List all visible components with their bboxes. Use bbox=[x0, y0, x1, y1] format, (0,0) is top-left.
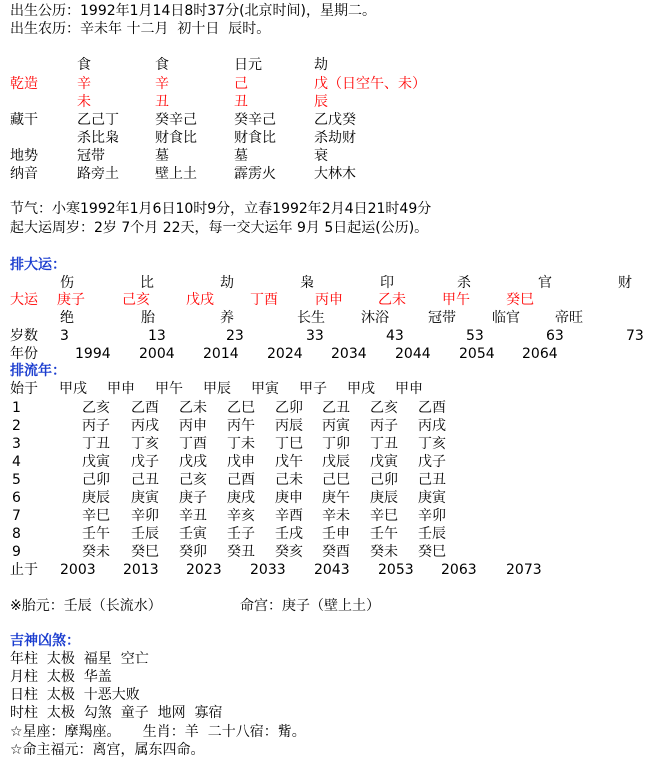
shensha-line: 日柱 太极 十恶大败 bbox=[10, 687, 140, 703]
liunian-cell: 癸未 bbox=[82, 544, 110, 560]
bazi-dishi: 冠带 bbox=[77, 148, 105, 164]
liunian-cell: 癸亥 bbox=[275, 544, 303, 560]
liunian-cell: 癸巳 bbox=[418, 544, 446, 560]
liunian-row-index: 8 bbox=[12, 526, 21, 542]
dayun-shishen: 伤 bbox=[60, 275, 74, 291]
liunian-row-index: 3 bbox=[12, 436, 21, 452]
dayun-title: 排大运： bbox=[10, 257, 66, 273]
liunian-cell: 乙巳 bbox=[227, 400, 255, 416]
liunian-cell: 壬戌 bbox=[275, 526, 303, 542]
liunian-cell: 丁丑 bbox=[370, 436, 398, 452]
liunian-cell: 丙戌 bbox=[131, 418, 159, 434]
liunian-row-index: 7 bbox=[12, 508, 21, 524]
liunian-cell: 己亥 bbox=[179, 472, 207, 488]
dayun-changsheng: 冠带 bbox=[428, 310, 456, 326]
liunian-cell: 辛巳 bbox=[370, 508, 398, 524]
liunian-cell: 丙申 bbox=[179, 418, 207, 434]
liunian-cell: 庚戌 bbox=[227, 490, 255, 506]
dayun-age: 73 bbox=[626, 328, 644, 344]
bazi-dizhi: 未 bbox=[77, 94, 91, 110]
liunian-cell: 丙辰 bbox=[275, 418, 303, 434]
liunian-cell: 辛丑 bbox=[179, 508, 207, 524]
dayun-changsheng: 胎 bbox=[141, 310, 155, 326]
bazi-canggan: 癸辛己 bbox=[234, 112, 276, 128]
liunian-cell: 丁未 bbox=[227, 436, 255, 452]
liunian-start: 甲戌 bbox=[59, 381, 87, 397]
liunian-start: 甲子 bbox=[299, 381, 327, 397]
liunian-cell: 丙子 bbox=[370, 418, 398, 434]
dayun-age: 43 bbox=[386, 328, 404, 344]
liunian-cell: 庚子 bbox=[179, 490, 207, 506]
liunian-cell: 乙丑 bbox=[322, 400, 350, 416]
liunian-cell: 戊子 bbox=[131, 454, 159, 470]
liunian-cell: 庚辰 bbox=[82, 490, 110, 506]
liunian-cell: 乙酉 bbox=[418, 400, 446, 416]
liunian-start: 甲辰 bbox=[203, 381, 231, 397]
liunian-cell: 丁卯 bbox=[322, 436, 350, 452]
liunian-cell: 丁亥 bbox=[131, 436, 159, 452]
bazi-tiangan: 己 bbox=[234, 76, 248, 92]
liunian-end: 2033 bbox=[250, 562, 286, 578]
dayun-age: 3 bbox=[60, 328, 69, 344]
dayun-age: 13 bbox=[148, 328, 166, 344]
liunian-cell: 庚寅 bbox=[418, 490, 446, 506]
dayun-ganzhi: 癸巳 bbox=[506, 292, 534, 308]
liunian-cell: 己卯 bbox=[82, 472, 110, 488]
liunian-cell: 壬午 bbox=[370, 526, 398, 542]
bazi-tiangan: 戊（日空午、未） bbox=[314, 76, 426, 92]
liunian-cell: 壬辰 bbox=[418, 526, 446, 542]
liunian-start: 甲午 bbox=[155, 381, 183, 397]
liunian-row-index: 6 bbox=[12, 490, 21, 506]
liunian-cell: 辛酉 bbox=[275, 508, 303, 524]
end-label: 止于 bbox=[10, 562, 38, 578]
dishi-label: 地势 bbox=[10, 148, 38, 164]
dayun-year: 2064 bbox=[522, 346, 558, 362]
liunian-cell: 乙酉 bbox=[131, 400, 159, 416]
liunian-row-index: 9 bbox=[12, 544, 21, 560]
liunian-end: 2043 bbox=[314, 562, 350, 578]
dayun-ganzhi: 庚子 bbox=[57, 292, 85, 308]
liunian-cell: 己酉 bbox=[227, 472, 255, 488]
liunian-start: 甲申 bbox=[395, 381, 423, 397]
solar-birth-line: 出生公历：1992年1月14日8时37分(北京时间)，星期二。 bbox=[10, 3, 376, 19]
shensha-line: 时柱 太极 勾煞 童子 地网 寡宿 bbox=[10, 705, 223, 721]
dayun-changsheng: 沐浴 bbox=[361, 310, 389, 326]
lunar-birth-line: 出生农历：辛未年 十二月 初十日 辰时。 bbox=[10, 21, 271, 37]
liunian-cell: 庚申 bbox=[275, 490, 303, 506]
taiyuan-line: ※胎元：壬辰（长流水） bbox=[10, 598, 162, 614]
year-label: 年份 bbox=[10, 346, 38, 362]
xingzuo-line: ☆星座：摩羯座。 生肖：羊 二十八宿：觜。 bbox=[10, 724, 306, 740]
dayun-shishen: 印 bbox=[380, 275, 394, 291]
liunian-cell: 丁丑 bbox=[82, 436, 110, 452]
liunian-end: 2053 bbox=[378, 562, 414, 578]
dayun-shishen: 财 bbox=[618, 275, 632, 291]
dayun-ganzhi: 丙申 bbox=[315, 292, 343, 308]
bazi-dizhi: 丑 bbox=[234, 94, 248, 110]
liunian-cell: 乙未 bbox=[179, 400, 207, 416]
dayun-ganzhi: 乙未 bbox=[378, 292, 406, 308]
bazi-dizhi: 丑 bbox=[155, 94, 169, 110]
liunian-cell: 丁酉 bbox=[179, 436, 207, 452]
dayun-ganzhi: 丁酉 bbox=[250, 292, 278, 308]
jieqi-line: 节气：小寒1992年1月6日10时9分，立春1992年2月4日21时49分 bbox=[10, 201, 432, 217]
minggong-line: 命宫：庚子（壁上土） bbox=[240, 598, 380, 614]
dayun-shishen: 比 bbox=[140, 275, 154, 291]
dayun-changsheng: 临官 bbox=[492, 310, 520, 326]
shensha-line: 月柱 太极 华盖 bbox=[10, 669, 112, 685]
dayun-year: 2014 bbox=[203, 346, 239, 362]
nayin-label: 纳音 bbox=[10, 166, 38, 182]
liunian-cell: 庚午 bbox=[322, 490, 350, 506]
dayun-ganzhi: 甲午 bbox=[442, 292, 470, 308]
dayun-year: 2054 bbox=[459, 346, 495, 362]
bazi-nayin: 大林木 bbox=[314, 166, 356, 182]
liunian-end: 2073 bbox=[506, 562, 542, 578]
liunian-cell: 癸巳 bbox=[131, 544, 159, 560]
liunian-cell: 丁亥 bbox=[418, 436, 446, 452]
bazi-nayin: 霹雳火 bbox=[234, 166, 276, 182]
liunian-cell: 乙亥 bbox=[370, 400, 398, 416]
liunian-cell: 壬辰 bbox=[131, 526, 159, 542]
dayun-ganzhi: 戊戌 bbox=[186, 292, 214, 308]
liunian-cell: 戊辰 bbox=[322, 454, 350, 470]
liunian-start: 甲戌 bbox=[347, 381, 375, 397]
age-label: 岁数 bbox=[10, 328, 38, 344]
dayun-age: 53 bbox=[466, 328, 484, 344]
qianzao-label: 乾造 bbox=[10, 76, 38, 92]
liunian-cell: 己丑 bbox=[418, 472, 446, 488]
liunian-cell: 戊午 bbox=[275, 454, 303, 470]
liunian-end: 2063 bbox=[441, 562, 477, 578]
liunian-cell: 癸丑 bbox=[227, 544, 255, 560]
shensha-line: 年柱 太极 福星 空亡 bbox=[10, 651, 149, 667]
shensha-title: 吉神凶煞： bbox=[10, 633, 80, 649]
bazi-nayin: 路旁土 bbox=[77, 166, 119, 182]
liunian-row-index: 1 bbox=[12, 400, 21, 416]
bazi-dishi: 墓 bbox=[234, 148, 248, 164]
dayun-age: 23 bbox=[226, 328, 244, 344]
dayun-shishen: 官 bbox=[538, 275, 552, 291]
dayun-label: 大运 bbox=[10, 292, 38, 308]
qiyun-line: 起大运周岁：2岁 7个月 22天，每一交大运年 9月 5日起运(公历)。 bbox=[10, 220, 429, 236]
bazi-tiangan: 辛 bbox=[77, 76, 91, 92]
bazi-canggan: 癸辛己 bbox=[155, 112, 197, 128]
liunian-cell: 戊寅 bbox=[82, 454, 110, 470]
liunian-cell: 乙亥 bbox=[82, 400, 110, 416]
liunian-cell: 辛未 bbox=[322, 508, 350, 524]
bazi-canggan: 乙戊癸 bbox=[314, 112, 356, 128]
bazi-dishi: 衰 bbox=[314, 148, 328, 164]
liunian-cell: 癸未 bbox=[370, 544, 398, 560]
liunian-cell: 己巳 bbox=[322, 472, 350, 488]
liunian-cell: 癸卯 bbox=[179, 544, 207, 560]
liunian-cell: 壬子 bbox=[227, 526, 255, 542]
mingzhu-line: ☆命主福元：离宫，属东四命。 bbox=[10, 742, 205, 758]
liunian-cell: 戊戌 bbox=[179, 454, 207, 470]
dayun-year: 2034 bbox=[331, 346, 367, 362]
liunian-cell: 辛卯 bbox=[131, 508, 159, 524]
liunian-start: 甲寅 bbox=[251, 381, 279, 397]
dayun-ganzhi: 己亥 bbox=[122, 292, 150, 308]
liunian-cell: 壬寅 bbox=[179, 526, 207, 542]
dayun-year: 2004 bbox=[139, 346, 175, 362]
dayun-age: 33 bbox=[306, 328, 324, 344]
dayun-shishen: 杀 bbox=[457, 275, 471, 291]
liunian-cell: 戊申 bbox=[227, 454, 255, 470]
canggan-label: 藏干 bbox=[10, 112, 38, 128]
dayun-year: 2024 bbox=[267, 346, 303, 362]
dayun-year: 2044 bbox=[395, 346, 431, 362]
dayun-year: 1994 bbox=[75, 346, 111, 362]
dayun-shishen: 枭 bbox=[300, 275, 314, 291]
liunian-cell: 丙戌 bbox=[418, 418, 446, 434]
liunian-start: 甲申 bbox=[107, 381, 135, 397]
dayun-changsheng: 养 bbox=[220, 310, 234, 326]
dayun-changsheng: 帝旺 bbox=[555, 310, 583, 326]
liunian-cell: 丙午 bbox=[227, 418, 255, 434]
bazi-dizhi: 辰 bbox=[314, 94, 328, 110]
dayun-changsheng: 长生 bbox=[297, 310, 325, 326]
bazi-shishen-top: 食 bbox=[155, 57, 169, 73]
liunian-end: 2023 bbox=[186, 562, 222, 578]
bazi-shishen-top: 食 bbox=[77, 57, 91, 73]
liunian-row-index: 4 bbox=[12, 454, 21, 470]
liunian-cell: 戊子 bbox=[418, 454, 446, 470]
bazi-dishi: 墓 bbox=[155, 148, 169, 164]
liunian-cell: 丙寅 bbox=[322, 418, 350, 434]
liunian-cell: 己丑 bbox=[131, 472, 159, 488]
start-label: 始于 bbox=[10, 381, 38, 397]
bazi-tiangan: 辛 bbox=[155, 76, 169, 92]
liunian-cell: 戊寅 bbox=[370, 454, 398, 470]
liunian-cell: 乙卯 bbox=[275, 400, 303, 416]
liunian-cell: 己未 bbox=[275, 472, 303, 488]
bazi-canggan: 乙己丁 bbox=[77, 112, 119, 128]
liunian-cell: 癸酉 bbox=[322, 544, 350, 560]
liunian-cell: 壬午 bbox=[82, 526, 110, 542]
liunian-end: 2003 bbox=[60, 562, 96, 578]
liunian-title: 排流年： bbox=[10, 363, 66, 379]
dayun-shishen: 劫 bbox=[220, 275, 234, 291]
liunian-end: 2013 bbox=[123, 562, 159, 578]
bazi-canggan-shishen: 杀劫财 bbox=[314, 130, 356, 146]
liunian-cell: 己卯 bbox=[370, 472, 398, 488]
liunian-row-index: 5 bbox=[12, 472, 21, 488]
liunian-cell: 辛亥 bbox=[227, 508, 255, 524]
liunian-cell: 丁巳 bbox=[275, 436, 303, 452]
liunian-cell: 庚辰 bbox=[370, 490, 398, 506]
liunian-cell: 丙子 bbox=[82, 418, 110, 434]
bazi-nayin: 壁上土 bbox=[155, 166, 197, 182]
liunian-cell: 辛巳 bbox=[82, 508, 110, 524]
bazi-canggan-shishen: 财食比 bbox=[234, 130, 276, 146]
liunian-cell: 庚寅 bbox=[131, 490, 159, 506]
dayun-changsheng: 绝 bbox=[60, 310, 74, 326]
liunian-cell: 壬申 bbox=[322, 526, 350, 542]
dayun-age: 63 bbox=[546, 328, 564, 344]
bazi-canggan-shishen: 杀比枭 bbox=[77, 130, 119, 146]
bazi-shishen-top: 日元 bbox=[234, 57, 262, 73]
liunian-cell: 辛卯 bbox=[418, 508, 446, 524]
liunian-row-index: 2 bbox=[12, 418, 21, 434]
bazi-canggan-shishen: 财食比 bbox=[155, 130, 197, 146]
bazi-shishen-top: 劫 bbox=[314, 57, 328, 73]
